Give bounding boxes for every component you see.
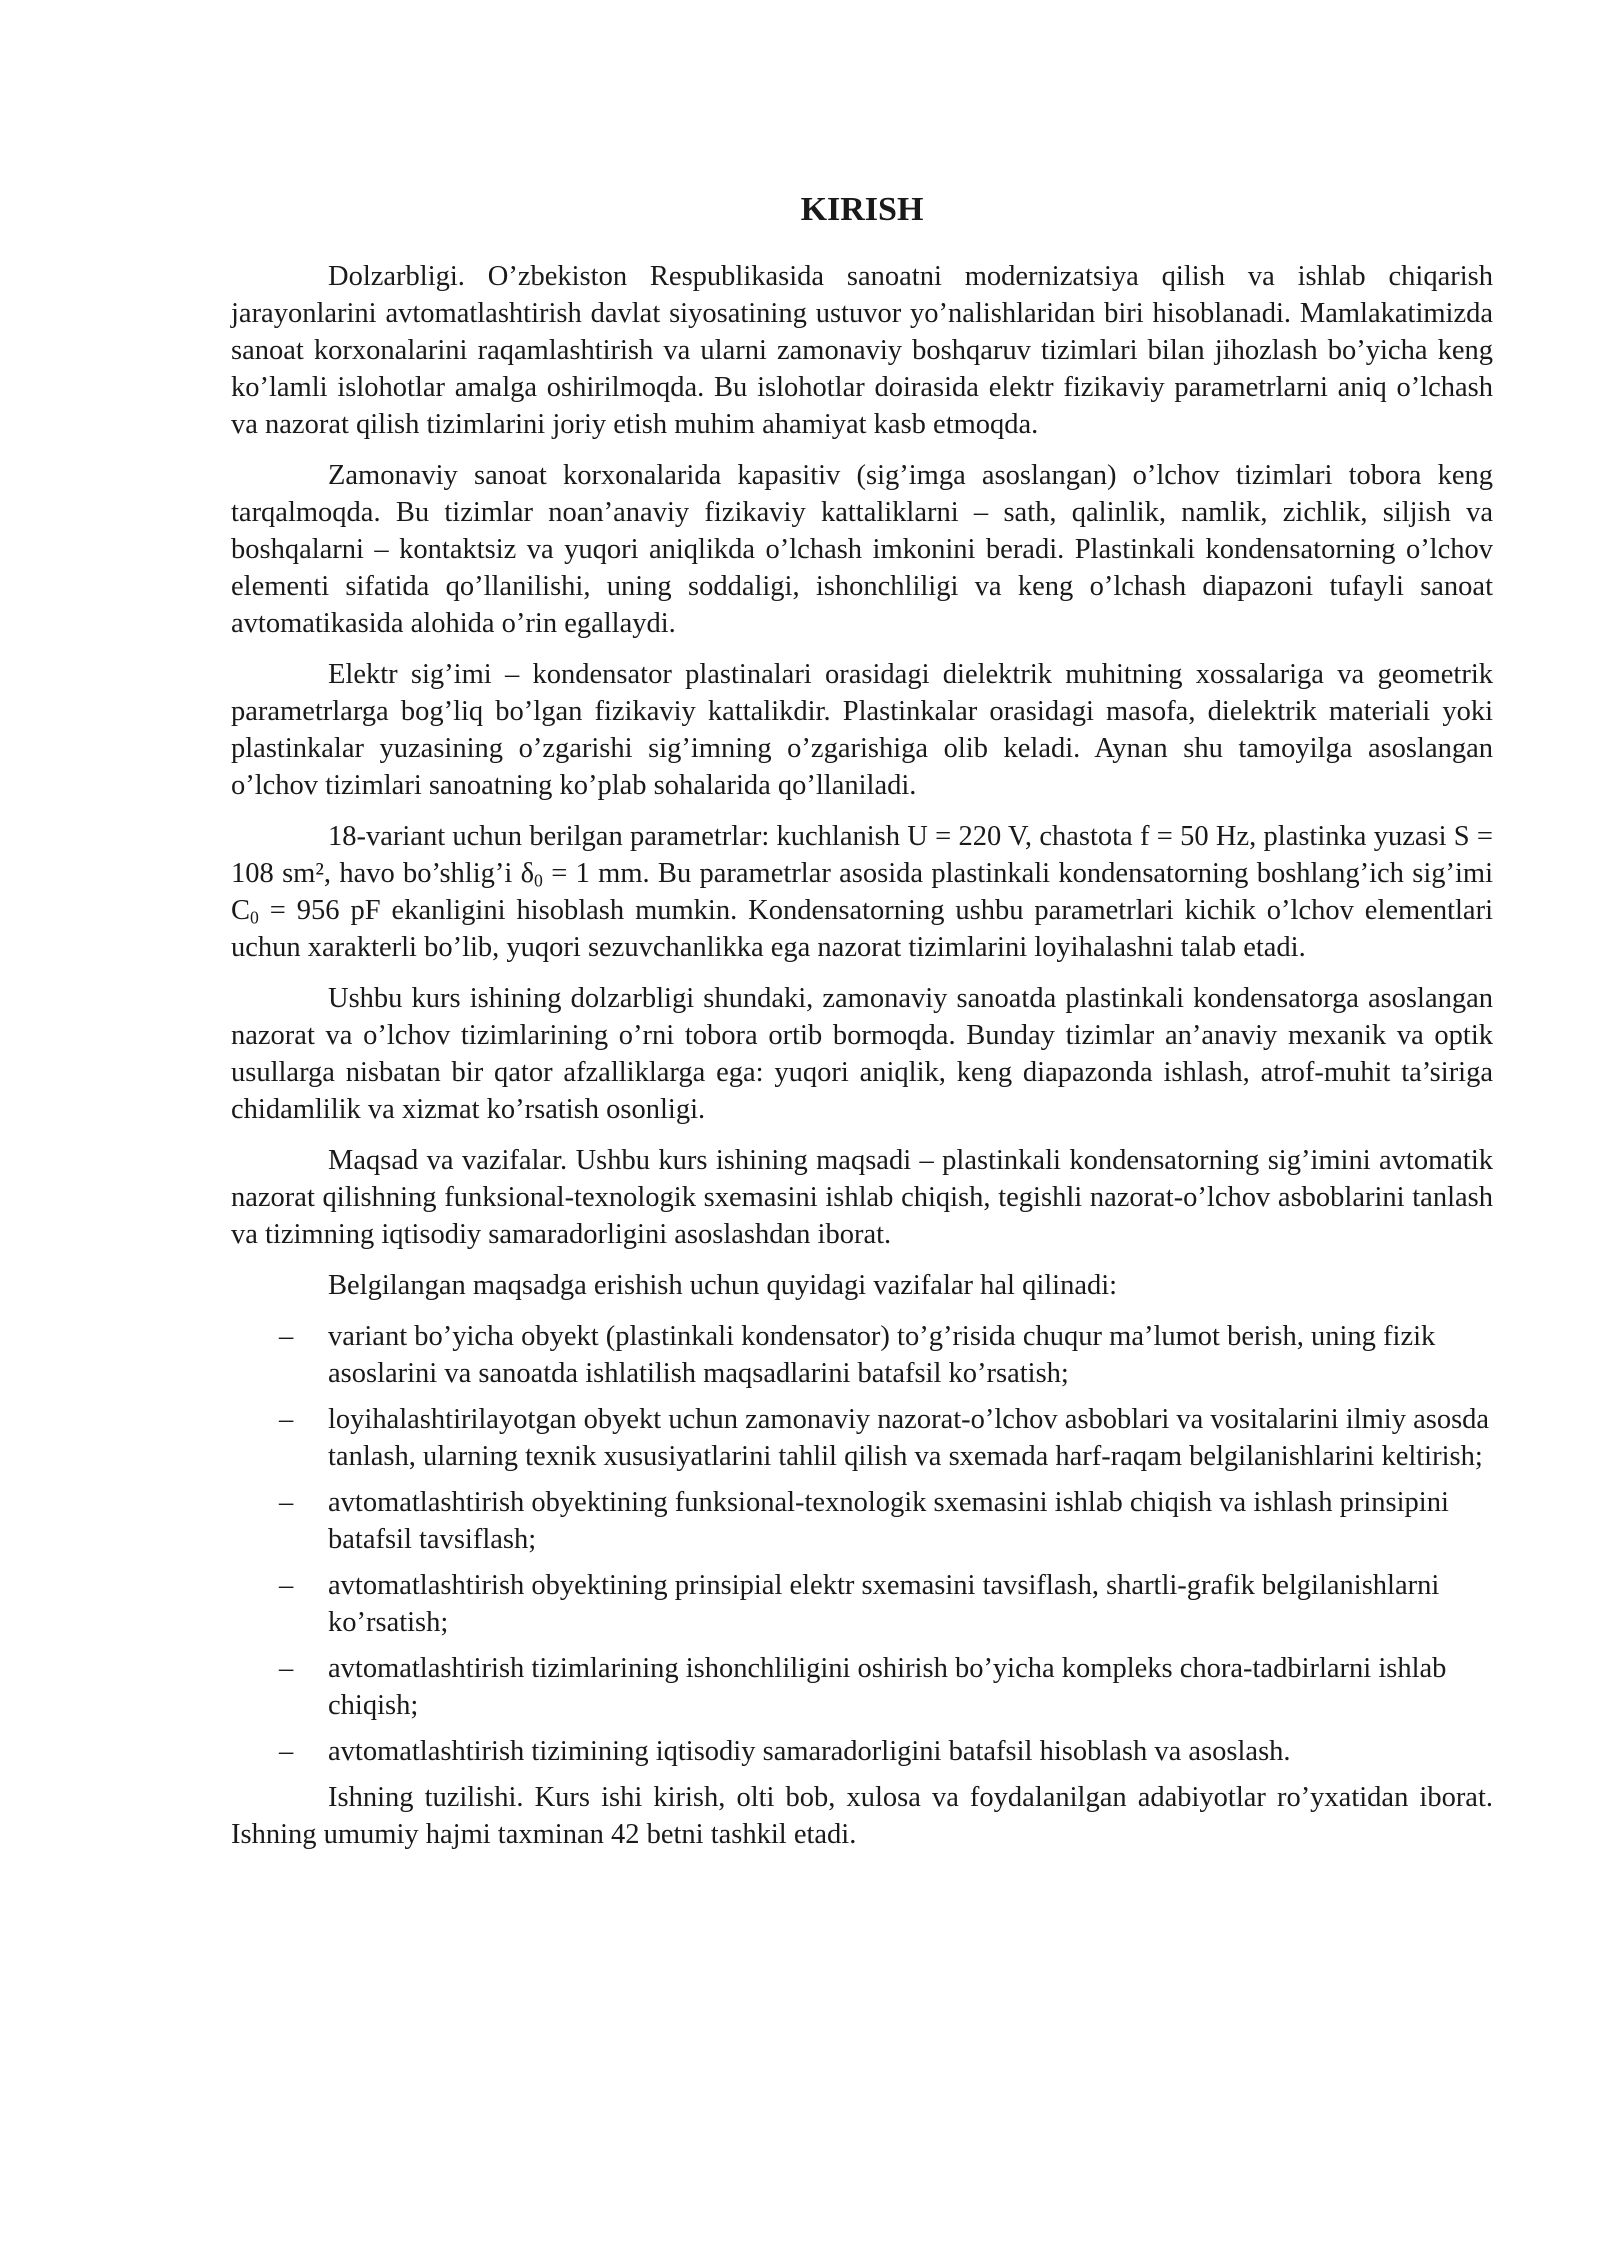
delta-subscript: 0 — [534, 870, 543, 891]
paragraph-structure: Ishning tuzilishi. Kurs ishi kirish, olti bob, xulosa va foydalanilgan adabiyotlar ro’yxatidan iborat. Ishning umumiy hajmi taxminan 42 betni tashkil etadi. — [231, 1782, 1493, 1850]
list-item — [231, 1401, 1493, 1475]
list-dash: – — [279, 1404, 294, 1435]
list-dash: – — [279, 1570, 294, 1601]
list-item-text: avtomatlashtirish obyektining funksional-texnologik sxemasini ishlab chiqish va ishlash prinsipini batafsil tavsiflash; — [328, 1487, 1449, 1555]
section-title: KIRISH — [800, 191, 924, 228]
paragraph-course-relevance: Ushbu kurs ishining dolzarbligi shundaki, zamonaviy sanoatda plastinkali kondensatorga asoslangan nazorat va o’lchov tizimlarining o’rni tobora ortib bormoqda. Bunday tizimlar an’anaviy mexanik va optik usullarga nisbatan bir qator afzalliklarga ega: yuqori aniqlik, keng diapazonda ishlash, atrof-muhit ta’siriga chidamlilik va xizmat ko’rsatish osonligi. — [231, 983, 1493, 1125]
list-dash: – — [279, 1653, 294, 1684]
list-item — [231, 1484, 1493, 1558]
list-item-text: avtomatlashtirish obyektining prinsipial elektr sxemasini tavsiflash, shartli-grafik belgilanishlarni ko’rsatish; — [328, 1570, 1440, 1638]
paragraph-goals: Maqsad va vazifalar. Ushbu kurs ishining maqsadi – plastinkali kondensatorning sig’imini avtomatik nazorat qilishning funksional-texnologik sxemasini ishlab chiqish, tegishli nazorat-o’lchov asboblarini tanlash va tizimning iqtisodiy samaradorligini asoslashdan iborat. — [231, 1145, 1493, 1250]
paragraph-capacitance: Elektr sig’imi – kondensator plastinalari orasidagi dielektrik muhitning xossalariga va geometrik parametrlarga bog’liq bo’lgan fizikaviy kattalikdir. Plastinkalar orasidagi masofa, dielektrik materiali yoki plastinkalar yuzasining o’zgarishi sig’imning o’zgarishiga olib keladi. Aynan shu tamoyilga asoslangan o’lchov tizimlari sanoatning ko’plab sohalarida qo’llaniladi. — [231, 659, 1493, 801]
list-item — [231, 1733, 1493, 1770]
list-item — [231, 1318, 1493, 1392]
paragraph-tasks-intro: Belgilangan maqsadga erishish uchun quyidagi vazifalar hal qilinadi: — [328, 1270, 1118, 1301]
list-item-text: avtomatlashtirish tizimlarining ishonchliligini oshirish bo’yicha kompleks chora-tadbirlarni ishlab chiqish; — [328, 1653, 1447, 1721]
tasks-list — [231, 1318, 1493, 1770]
document-page — [231, 190, 1493, 1867]
list-item — [231, 1650, 1493, 1724]
variant-text-part3: = 956 pF ekanligini hisoblash mumkin. Kondensatorning ushbu parametrlari kichik o’lchov elementlari uchun xarakterli bo’lib, yuqori sezuvchanlikka ega nazorat tizimlarini loyihalashni talab etadi. — [231, 895, 1493, 963]
list-item-text: avtomatlashtirish tizimining iqtisodiy samaradorligini batafsil hisoblash va asoslash. — [328, 1736, 1291, 1767]
list-item-text: variant bo’yicha obyekt (plastinkali kondensator) to’g’risida chuqur ma’lumot berish, uning fizik asoslarini va sanoatda ishlatilish maqsadlarini batafsil ko’rsatish; — [328, 1321, 1436, 1389]
variant-text-part1: 18-variant uchun berilgan parametrlar: kuchlanish U = 220 V, chastota f = 50 Hz, plastinka yuzasi S = 108 sm², havo bo’shlig’i δ — [231, 821, 1493, 889]
paragraph-variant-parameters — [231, 818, 1493, 966]
capacitance-subscript: 0 — [250, 907, 259, 928]
list-item-text: loyihalashtirilayotgan obyekt uchun zamonaviy nazorat-o’lchov asboblari va vositalarini ilmiy asosda tanlash, ularning texnik xususiyatlarini tahlil qilish va sxemada harf-raqam belgilanishlarini keltirish; — [328, 1404, 1490, 1472]
paragraph-relevance: Dolzarbligi. O’zbekiston Respublikasida sanoatni modernizatsiya qilish va ishlab chiqarish jarayonlarini avtomatlashtirish davlat siyosatining ustuvor yo’nalishlaridan biri hisoblanadi. Mamlakatimizda sanoat korxonalarini raqamlashtirish va ularni zamonaviy boshqaruv tizimlari bilan jihozlash bo’yicha keng ko’lamli islohotlar amalga oshirilmoqda. Bu islohotlar doirasida elektr fizikaviy parametrlarni aniq o’lchash va nazorat qilish tizimlarini joriy etish muhim ahamiyat kasb etmoqda. — [231, 261, 1493, 440]
variant-text-part2: = 1 mm. Bu parametrlar asosida plastinkali kondensatorning boshlang’ich sig’imi C — [231, 858, 1493, 926]
list-dash: – — [279, 1321, 294, 1352]
list-item — [231, 1567, 1493, 1641]
list-dash: – — [279, 1487, 294, 1518]
list-dash: – — [279, 1736, 294, 1767]
paragraph-capacitive-systems: Zamonaviy sanoat korxonalarida kapasitiv (sig’imga asoslangan) o’lchov tizimlari tobora keng tarqalmoqda. Bu tizimlar noan’anaviy fizikaviy kattaliklarni – sath, qalinlik, namlik, zichlik, siljish va boshqalarni – kontaktsiz va yuqori aniqlikda o’lchash imkonini beradi. Plastinkali kondensatorning o’lchov elementi sifatida qo’llanilishi, uning soddaligi, ishonchliligi va keng o’lchash diapazoni tufayli sanoat avtomatikasida alohida o’rin egallaydi. — [231, 460, 1493, 639]
